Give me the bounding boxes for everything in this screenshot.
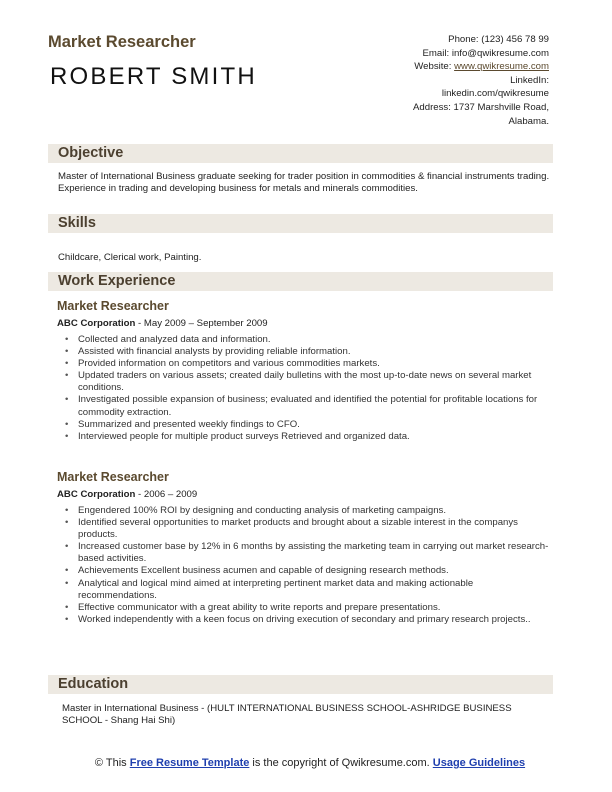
contact-address-line2: Alabama. [508, 115, 549, 127]
job-2-company-line [57, 489, 197, 500]
website-link[interactable]: www.qwikresume.com [454, 61, 549, 73]
job-2-role: Market Researcher [57, 470, 169, 484]
section-objective-header [48, 144, 553, 163]
job-1-company-line [57, 318, 268, 329]
contact-email: Email: info@qwikresume.com [422, 47, 549, 59]
skills-text: Childcare, Clerical work, Painting. [58, 252, 202, 263]
list-item: • Analytical and logical mind aimed at interpreting pertinent market data and making actionable recommendations. [62, 578, 554, 602]
section-education-header [48, 675, 553, 694]
job-1-company: ABC Corporation [57, 318, 136, 329]
job-2-bullets [62, 505, 554, 626]
list-item: • Achievements Excellent business acumen and capable of designing research methods. [62, 565, 554, 577]
footer-middle: is the copyright of Qwikresume.com. [249, 757, 433, 769]
contact-website [309, 60, 549, 74]
list-item: • Increased customer base by 12% in 6 months by assisting the marketing team in carrying out market research-based activities. [62, 541, 554, 565]
section-skills-header [48, 214, 553, 233]
list-item: • Identified several opportunities to market products and brought about a sizable interest in the companys products. [62, 517, 554, 541]
list-item: • Effective communicator with a great ability to write reports and prepare presentations. [62, 602, 554, 614]
objective-text: Master of International Business graduate seeking for trader position in commodities & financial instruments trading. Experience in trading and developing business for metals and minerals commodities. [58, 171, 550, 194]
list-item: • Collected and analyzed data and information. [62, 334, 554, 346]
contact-phone: Phone: (123) 456 78 99 [448, 34, 549, 45]
section-experience-title: Work Experience [58, 273, 176, 289]
section-objective-title: Objective [58, 145, 124, 161]
header-job-title: Market Researcher [48, 33, 196, 51]
job-1-bullets [62, 334, 554, 443]
job-1-dates: - May 2009 – September 2009 [135, 318, 268, 329]
website-label: Website: [414, 61, 455, 73]
job-2-company: ABC Corporation [57, 489, 136, 500]
section-experience-header [48, 272, 553, 291]
list-item: • Provided information on competitors and various commodities markets. [62, 358, 554, 370]
list-item: • Assisted with financial analysts by providing reliable information. [62, 346, 554, 358]
list-item: • Worked independently with a keen focus on driving execution of secondary and primary research projects.. [62, 614, 554, 626]
contact-block [309, 33, 549, 128]
contact-address-line1: Address: 1737 Marshville Road, [413, 101, 549, 113]
list-item: • Engendered 100% ROI by designing and conducting analysis of marketing campaigns. [62, 505, 554, 517]
usage-guidelines-link[interactable]: Usage Guidelines [432, 757, 526, 769]
contact-linkedin-label: LinkedIn: [510, 74, 549, 86]
footer-prefix: © This [94, 757, 130, 769]
job-2-dates: - 2006 – 2009 [135, 489, 198, 500]
job-1-role: Market Researcher [57, 299, 169, 313]
section-education-title: Education [58, 676, 129, 692]
education-text: Master in International Business - (HULT INTERNATIONAL BUSINESS SCHOOL-ASHRIDGE BUSINESS SCHOOL - Shang Hai Shi) [62, 703, 512, 726]
free-resume-template-link[interactable]: Free Resume Template [129, 757, 250, 769]
list-item: • Updated traders on various assets; created daily bulletins with the most up-to-date news on several market conditions. [62, 370, 554, 394]
list-item: • Summarized and presented weekly findings to CFO. [62, 419, 554, 431]
list-item: • Interviewed people for multiple product surveys Retrieved and organized data. [62, 431, 554, 443]
contact-linkedin-value: linkedin.com/qwikresume [441, 88, 549, 100]
list-item: • Investigated possible expansion of business; evaluated and identified the potential for profitable locations for commodity extraction. [62, 394, 554, 418]
candidate-name: ROBERT SMITH [50, 63, 257, 90]
copyright-footer [80, 757, 540, 770]
section-skills-title: Skills [58, 215, 96, 231]
